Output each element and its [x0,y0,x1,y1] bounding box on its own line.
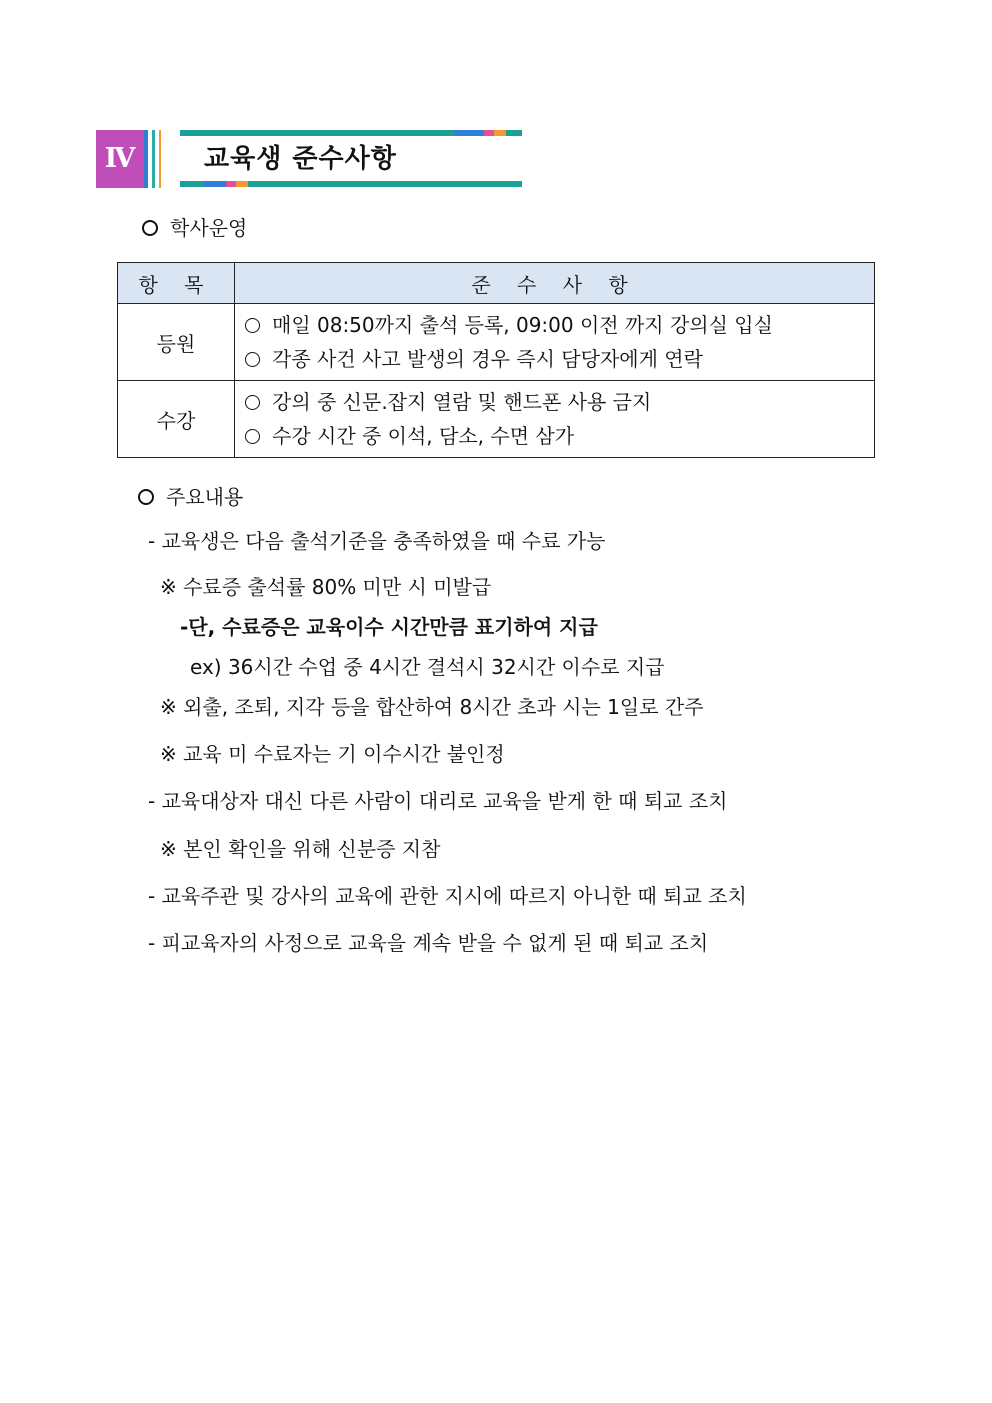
rules-table [117,262,875,458]
circle-bullet-icon [245,318,260,333]
content-line: - 교육생은 다음 출석기준을 충족하였을 때 수료 가능 [148,529,606,553]
title-bar-top [506,130,522,136]
rule-item-text: 수강 시간 중 이석, 담소, 수면 삼가 [272,424,575,448]
academic-heading [142,214,247,242]
title-bar-bottom [204,181,226,187]
title-bar-top [494,130,506,136]
main-heading-text: 주요내용 [166,485,244,509]
content-line: ※ 수료증 출석률 80% 미만 시 미발급 [160,575,492,599]
content-line: ※ 본인 확인을 위해 신분증 지참 [160,837,441,861]
table-header-rules: 준 수 사 항 [235,263,875,304]
rule-item-text: 강의 중 신문.잡지 열람 및 핸드폰 사용 금지 [272,390,652,414]
circle-bullet-icon [245,429,260,444]
content-line: ※ 외출, 조퇴, 지각 등을 합산하여 8시간 초과 시는 1일로 간주 [160,695,704,719]
rule-item [245,308,874,342]
table-cell-category: 수강 [118,381,235,458]
table-row [118,304,875,381]
table-header-row [118,263,875,304]
content-line: ※ 교육 미 수료자는 기 이수시간 불인정 [160,742,505,766]
content-line: - 교육대상자 대신 다른 사람이 대리로 교육을 받게 한 때 퇴교 조치 [148,789,728,813]
academic-heading-text: 학사운영 [170,216,248,240]
content-line: ex) 36시간 수업 중 4시간 결석시 32시간 이수로 지급 [190,655,665,679]
title-bar-top [454,130,484,136]
rule-item [245,385,874,419]
rule-item-text: 매일 08:50까지 출석 등록, 09:00 이전 까지 강의실 입실 [272,313,773,337]
content-line: - 피교육자의 사정으로 교육을 계속 받을 수 없게 된 때 퇴교 조치 [148,931,709,955]
main-heading [138,483,243,511]
rule-item-text: 각종 사건 사고 발생의 경우 즉시 담당자에게 연락 [272,347,703,371]
title-bar-top [180,130,454,136]
rule-item [245,342,874,376]
section-title-box [180,130,522,188]
table-row [118,381,875,458]
table-cell-items [235,381,875,458]
circle-bullet-icon [245,352,260,367]
table-header-category: 항 목 [118,263,235,304]
table-cell-category: 등원 [118,304,235,381]
content-line-emphasis: -단, 수료증은 교육이수 시간만큼 표기하여 지급 [180,615,598,639]
title-bar-bottom [248,181,522,187]
content-line: - 교육주관 및 강사의 교육에 관한 지시에 따르지 아니한 때 퇴교 조치 [148,884,747,908]
circle-bullet-icon [245,395,260,410]
section-title: 교육생 준수사항 [204,144,397,174]
heading-stripe [159,130,161,188]
title-bar-bottom [226,181,236,187]
section-number: Ⅳ [96,130,144,188]
title-bar-top [484,130,494,136]
table-cell-items [235,304,875,381]
rule-item [245,419,874,453]
circle-bullet-icon [138,489,154,505]
title-bar-bottom [180,181,204,187]
circle-bullet-icon [142,220,158,236]
title-bar-bottom [236,181,248,187]
